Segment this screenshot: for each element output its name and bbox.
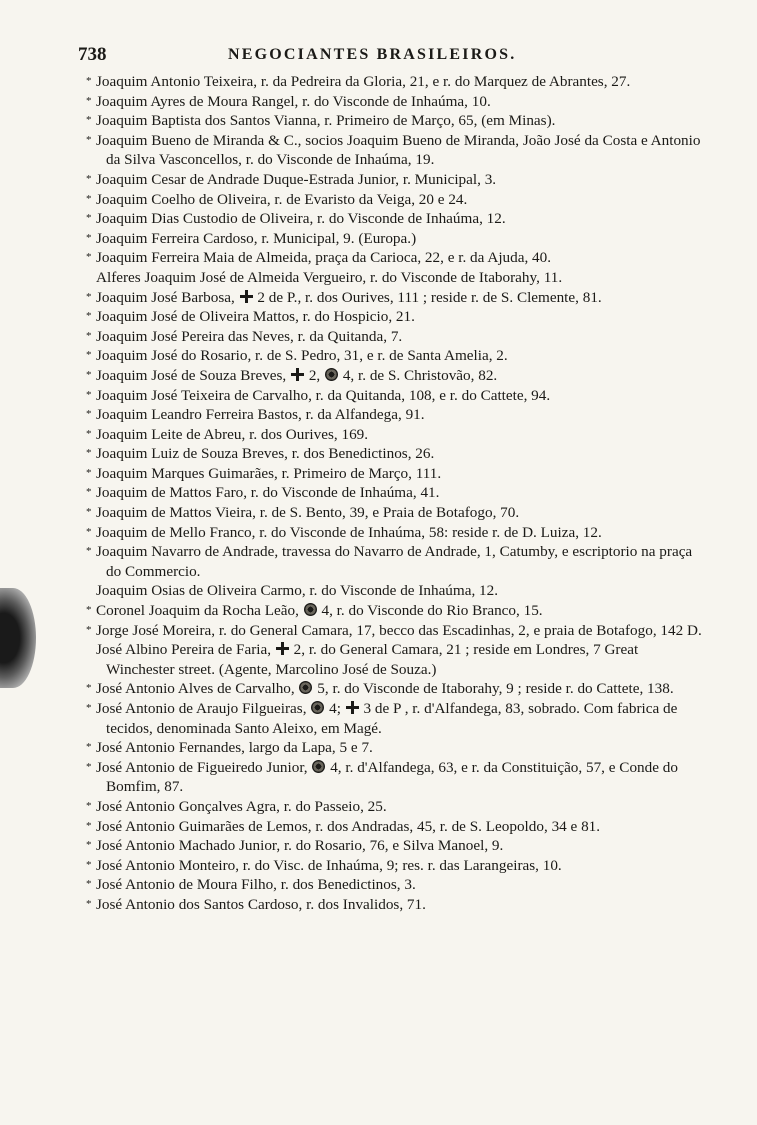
directory-entry xyxy=(86,817,710,837)
order-rosette-icon xyxy=(304,603,317,616)
entry-text: Joaquim José de Oliveira Mattos, r. do Hospicio, 21. xyxy=(96,308,415,326)
directory-entry xyxy=(86,327,710,347)
entry-mark: * xyxy=(86,799,92,812)
directory-entry xyxy=(86,405,710,425)
directory-list xyxy=(86,72,710,915)
entry-mark: * xyxy=(86,251,92,264)
directory-entry xyxy=(86,601,710,621)
entry-mark: * xyxy=(86,682,92,695)
entry-mark: * xyxy=(86,368,92,381)
entry-text: Joaquim Marques Guimarães, r. Primeiro de Março, 111. xyxy=(96,464,442,482)
entry-mark: * xyxy=(86,466,92,479)
entry-mark: * xyxy=(86,545,92,558)
directory-entry xyxy=(86,503,710,523)
entry-mark: * xyxy=(86,212,92,225)
entry-text: Joaquim de Mello Franco, r. do Visconde de Inhaúma, 58: reside r. de D. Luiza, 12. xyxy=(96,523,602,541)
entry-text: José Antonio dos Santos Cardoso, r. dos Invalidos, 71. xyxy=(96,895,426,913)
directory-entry xyxy=(86,797,710,817)
entry-mark: * xyxy=(86,349,92,362)
directory-entry xyxy=(86,836,710,856)
entry-text: 4, r. de S. Christovão, 82. xyxy=(339,366,498,384)
directory-entry xyxy=(86,444,710,464)
directory-entry xyxy=(86,895,710,915)
entry-mark: * xyxy=(86,427,92,440)
entry-text: Joaquim Ayres de Moura Rangel, r. do Visconde de Inhaúma, 10. xyxy=(96,92,491,110)
directory-entry xyxy=(86,366,710,386)
running-head: NEGOCIANTES BRASILEIROS. xyxy=(228,46,517,63)
directory-entry xyxy=(86,209,710,229)
directory-entry xyxy=(86,248,710,268)
directory-entry xyxy=(86,875,710,895)
entry-text: Joaquim Leite de Abreu, r. dos Ourives, 169. xyxy=(96,425,369,443)
directory-entry xyxy=(86,679,710,699)
entry-mark: * xyxy=(86,486,92,499)
entry-mark: * xyxy=(86,310,92,323)
entry-mark: * xyxy=(86,819,92,832)
entry-text: 4; xyxy=(325,700,345,717)
entry-text: José Antonio Monteiro, r. do Visc. de Inhaúma, 9; res. r. das Larangeiras, 10. xyxy=(96,856,562,874)
entry-text: Joaquim José do Rosario, r. de S. Pedro, 31, e r. de Santa Amelia, 2. xyxy=(96,347,508,365)
entry-mark: * xyxy=(86,858,92,871)
directory-entry xyxy=(86,640,710,679)
order-rosette-icon xyxy=(299,681,312,694)
directory-entry xyxy=(86,190,710,210)
entry-mark: * xyxy=(86,192,92,205)
entry-text: 2, r. do General Camara, 21 ; reside em Londres, 7 Great Winchester street. (Agente, Marcolino José de Souza.) xyxy=(106,641,639,678)
directory-entry xyxy=(86,581,710,601)
directory-entry xyxy=(86,346,710,366)
entry-mark: * xyxy=(86,133,92,146)
directory-entry xyxy=(86,72,710,92)
directory-entry xyxy=(86,856,710,876)
entry-text: Joaquim Leandro Ferreira Bastos, r. da Alfandega, 91. xyxy=(96,406,425,424)
entry-text: Joaquim José Pereira das Neves, r. da Quitanda, 7. xyxy=(96,327,403,345)
entry-mark: * xyxy=(86,760,92,773)
order-rosette-icon xyxy=(312,760,325,773)
order-rosette-icon xyxy=(311,701,324,714)
entry-text: José Antonio Fernandes, largo da Lapa, 5 e 7. xyxy=(96,739,373,757)
entry-text: 4, r. d'Alfandega, 63, e r. da Constituição, 57, e Conde do Bomfim, 87. xyxy=(106,758,678,796)
directory-entry xyxy=(86,268,710,288)
entry-mark: * xyxy=(86,408,92,421)
entry-text: Jorge José Moreira, r. do General Camara, 17, becco das Escadinhas, 2, e praia de Botafogo, 142 D. xyxy=(96,621,702,639)
directory-entry xyxy=(86,307,710,327)
order-cross-icon xyxy=(276,642,289,655)
entry-text: 2, xyxy=(305,366,325,384)
entry-mark: * xyxy=(86,604,92,617)
entry-text: Coronel Joaquim da Rocha Leão, xyxy=(96,602,303,620)
entry-text: José Antonio Machado Junior, r. do Rosario, 76, e Silva Manoel, 9. xyxy=(96,837,504,855)
entry-text: Joaquim José Barbosa, xyxy=(96,288,239,306)
entry-mark: * xyxy=(86,623,92,636)
directory-entry xyxy=(86,111,710,131)
entry-mark: * xyxy=(86,388,92,401)
directory-entry xyxy=(86,425,710,445)
entry-text: 4, r. do Visconde do Rio Branco, 15. xyxy=(317,602,543,620)
entry-text: Joaquim de Mattos Vieira, r. de S. Bento, 39, e Praia de Botafogo, 70. xyxy=(96,504,520,522)
entry-text: Joaquim Coelho de Oliveira, r. de Evaristo da Veiga, 20 e 24. xyxy=(96,190,468,208)
entry-mark: * xyxy=(86,290,92,303)
entry-mark: * xyxy=(86,447,92,460)
entry-mark: * xyxy=(86,741,92,754)
order-cross-icon xyxy=(291,368,304,381)
entry-mark: * xyxy=(86,75,92,87)
directory-entry xyxy=(86,131,710,170)
entry-mark: * xyxy=(86,839,92,852)
page-number: 738 xyxy=(78,44,107,65)
entry-text: José Antonio Gonçalves Agra, r. do Passeio, 25. xyxy=(96,797,387,815)
entry-mark: * xyxy=(86,878,92,891)
directory-entry xyxy=(86,523,710,543)
entry-mark: * xyxy=(86,94,92,107)
directory-entry xyxy=(86,229,710,249)
entry-text: Joaquim Dias Custodio de Oliveira, r. do Visconde de Inhaúma, 12. xyxy=(96,210,506,228)
order-cross-icon xyxy=(346,701,359,714)
entry-mark: * xyxy=(86,702,92,714)
directory-entry xyxy=(86,621,710,641)
entry-text: Joaquim Luiz de Souza Breves, r. dos Benedictinos, 26. xyxy=(96,445,435,463)
entry-text: Alferes Joaquim José de Almeida Vergueiro, r. do Visconde de Itaborahy, 11. xyxy=(96,268,563,286)
directory-entry xyxy=(86,542,710,581)
entry-text: Joaquim Bueno de Miranda & C., socios Joaquim Bueno de Miranda, João José da Costa e Antonio da Silva Vasconcellos, r. do Visconde de Inhaúma, 19. xyxy=(96,131,701,169)
entry-mark: * xyxy=(86,506,92,519)
entry-text: Joaquim Antonio Teixeira, r. da Pedreira da Gloria, 21, e r. do Marquez de Abrantes, 27. xyxy=(96,73,631,90)
entry-text: Joaquim Navarro de Andrade, travessa do Navarro de Andrade, 1, Catumby, e escriptorio na praça do Commercio. xyxy=(96,543,693,580)
entry-mark: * xyxy=(86,114,92,127)
entry-text: José Antonio Guimarães de Lemos, r. dos Andradas, 45, r. de S. Leopoldo, 34 e 81. xyxy=(96,817,601,835)
entry-text: José Antonio Alves de Carvalho, xyxy=(96,680,299,698)
directory-entry xyxy=(86,170,710,190)
entry-text: Joaquim Cesar de Andrade Duque-Estrada Junior, r. Municipal, 3. xyxy=(96,170,497,188)
directory-entry xyxy=(86,288,710,308)
entry-text: Joaquim Osias de Oliveira Carmo, r. do Visconde de Inhaúma, 12. xyxy=(96,582,499,600)
directory-entry xyxy=(86,483,710,503)
entry-text: José Antonio de Figueiredo Junior, xyxy=(96,758,312,776)
entry-mark: * xyxy=(86,172,92,185)
directory-entry xyxy=(86,738,710,758)
entry-text: Joaquim de Mattos Faro, r. do Visconde de Inhaúma, 41. xyxy=(96,484,440,502)
entry-text: 2 de P., r. dos Ourives, 111 ; reside r. de S. Clemente, 81. xyxy=(253,288,602,306)
binding-hole xyxy=(0,588,36,688)
entry-text: José Antonio de Araujo Filgueiras, xyxy=(96,700,311,717)
entry-mark: * xyxy=(86,525,92,538)
entry-text: Joaquim Baptista dos Santos Vianna, r. Primeiro de Março, 65, (em Minas). xyxy=(96,112,556,130)
entry-text: Joaquim José Teixeira de Carvalho, r. da Quitanda, 108, e r. do Cattete, 94. xyxy=(96,386,551,404)
entry-text: Joaquim José de Souza Breves, xyxy=(96,366,291,384)
entry-mark: * xyxy=(86,897,92,910)
page-header xyxy=(78,44,718,70)
entry-text: 3 de P , r. d'Alfandega, 83, sobrado. Com fabrica de tecidos, denominada Santo Aleixo, em Magé. xyxy=(106,700,678,737)
directory-entry xyxy=(86,699,710,738)
entry-text: José Antonio de Moura Filho, r. dos Benedictinos, 3. xyxy=(96,876,416,894)
directory-entry xyxy=(86,386,710,406)
entry-text: Joaquim Ferreira Cardoso, r. Municipal, 9. (Europa.) xyxy=(96,229,417,247)
directory-entry xyxy=(86,92,710,112)
directory-entry xyxy=(86,464,710,484)
entry-mark: * xyxy=(86,231,92,244)
entry-text: Joaquim Ferreira Maia de Almeida, praça da Carioca, 22, e r. da Ajuda, 40. xyxy=(96,249,552,267)
entry-mark: * xyxy=(86,329,92,342)
order-cross-icon xyxy=(240,290,253,303)
directory-entry xyxy=(86,758,710,797)
entry-text: 5, r. do Visconde de Itaborahy, 9 ; reside r. do Cattete, 138. xyxy=(313,680,674,698)
order-rosette-icon xyxy=(325,368,338,381)
entry-text: José Albino Pereira de Faria, xyxy=(96,641,275,659)
